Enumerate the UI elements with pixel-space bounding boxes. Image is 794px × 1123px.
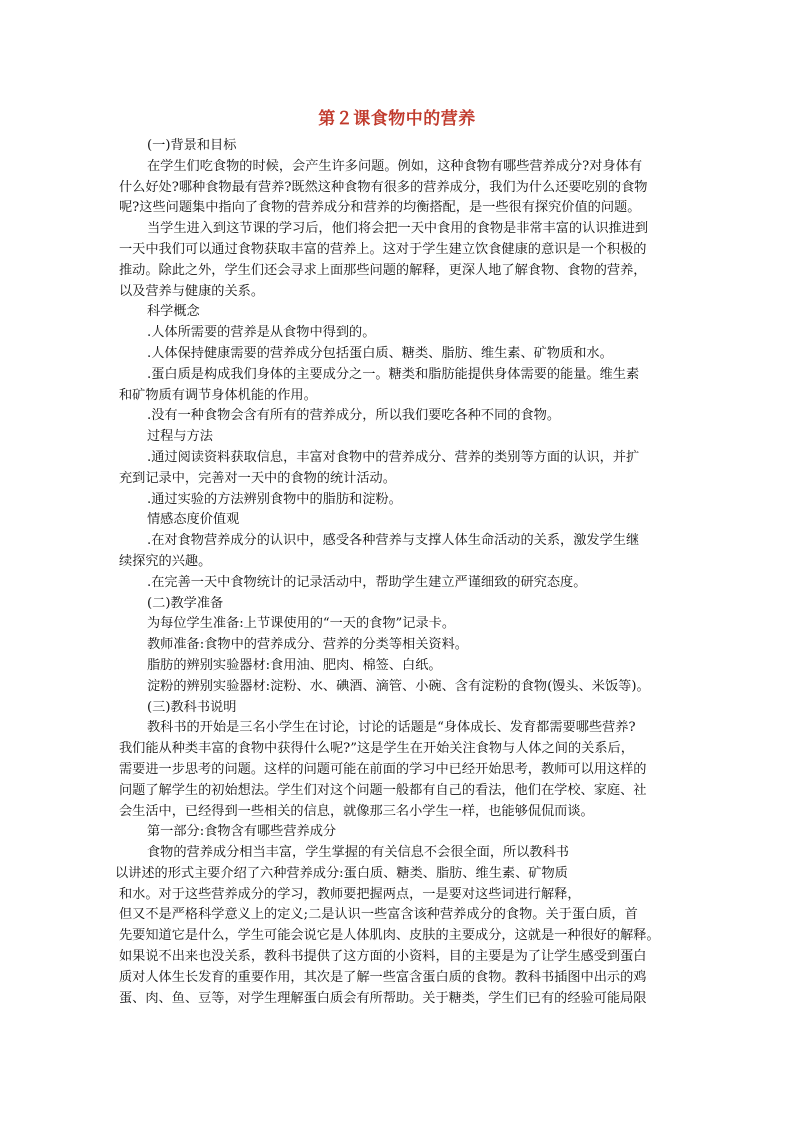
list-item: .通过阅读资料获取信息，丰富对食物中的营养成分、营养的类别等方面的认识，并扩 — [147, 449, 640, 465]
body-text — [115, 136, 679, 1009]
list-item: .没有一种食物会含有所有的营养成分，所以我们要吃各种不同的食物。 — [147, 408, 561, 424]
paragraph-line: 什么好处?哪种食物最有营养?既然这种食物有很多的营养成分，我们为什么还要吃别的食物 — [119, 179, 648, 195]
paragraph-line: 需要进一步思考的问题。这样的问题可能在前面的学习中已经开始思考，教师可以用这样的 — [119, 761, 647, 777]
paragraph-line: 一天中我们可以通过食物获取丰富的营养上。这对于学生建立饮食健康的意识是一个积极的 — [119, 241, 647, 257]
paragraph-line: 脂肪的辨别实验器材:食用油、肥肉、棉签、白纸。 — [147, 657, 442, 673]
section-heading: (一)背景和目标 — [147, 138, 237, 153]
paragraph-line: 但又不是严格科学意义上的定义;二是认识一些富含该种营养成分的食物。关于蛋白质，首 — [119, 907, 638, 923]
paragraph-line: 蛋、肉、鱼、豆等，对学生理解蛋白质会有所帮助。关于糖类，学生们已有的经验可能局限 — [119, 990, 647, 1006]
subsection-heading: 第一部分:食物含有哪些营养成分 — [147, 824, 337, 840]
subsection-heading: 情感态度价值观 — [147, 512, 240, 528]
paragraph-line: 和水。对于这些营养成分的学习，教师要把握两点，一是要对这些词进行解释， — [119, 886, 581, 902]
list-item: .通过实验的方法辨别食物中的脂肪和淀粉。 — [147, 491, 402, 507]
paragraph-line: 问题了解学生的初始想法。学生们对这个问题一般都有自己的看法，他们在学校、家庭、社 — [119, 782, 647, 798]
list-item-continuation: 续探究的兴趣。 — [119, 553, 212, 569]
paragraph-line: 以及营养与健康的关系。 — [119, 283, 265, 299]
section-heading: (三)教科书说明 — [147, 699, 237, 715]
paragraph-line: 呢?这些问题集中指向了食物的营养成分和营养的均衡搭配，是一些很有探究价值的问题。 — [119, 200, 641, 216]
paragraph-line: 以讲述的形式主要介绍了六种营养成分:蛋白质、糖类、脂肪、维生素、矿物质 — [115, 865, 568, 881]
paragraph-line: 淀粉的辨别实验器材:淀粉、水、碘酒、滴管、小碗、含有淀粉的食物(馒头、米饭等)。 — [147, 678, 650, 694]
paragraph-line: 会生活中，已经得到一些相关的信息，就像那三名小学生一样，也能够侃侃而谈。 — [119, 803, 594, 819]
subsection-heading: 过程与方法 — [147, 429, 213, 445]
list-item-continuation: 和矿物质有调节身体机能的作用。 — [119, 387, 317, 403]
list-item: .人体保持健康需要的营养成分包括蛋白质、糖类、脂肪、维生素、矿物质和水。 — [147, 345, 613, 361]
paragraph-line: 当学生进入到这节课的学习后，他们将会把一天中食用的食物是非常丰富的认识推进到 — [147, 221, 649, 237]
list-item-continuation: 充到记录中，完善对一天中的食物的统计活动。 — [119, 470, 396, 486]
subsection-heading: 科学概念 — [147, 304, 200, 320]
paragraph-line: 如果说不出来也没关系，教科书提供了这方面的小资料，目的主要是为了让学生感受到蛋白 — [119, 949, 647, 965]
paragraph-line: 食物的营养成分相当丰富，学生掌握的有关信息不会很全面，所以教科书 — [147, 845, 569, 861]
list-item: .蛋白质是构成我们身体的主要成分之一。糖类和脂肪能提供身体需要的能量。维生素 — [147, 366, 640, 382]
list-item: .在完善一天中食物统计的记录活动中，帮助学生建立严谨细致的研究态度。 — [147, 574, 587, 590]
paragraph-line: 我们能从种类丰富的食物中获得什么呢?”这是学生在开始关注食物与人体之间的关系后， — [119, 741, 634, 757]
paragraph-line: 先要知道它是什么，学生可能会说它是人体肌肉、皮肤的主要成分，这就是一种很好的解释。 — [119, 928, 660, 944]
paragraph-line: 质对人体生长发育的重要作用，其次是了解一些富含蛋白质的食物。教科书插图中出示的鸡 — [119, 969, 647, 985]
paragraph-line: 教科书的开始是三名小学生在讨论，讨论的话题是“身体成长、发育都需要哪些营养? — [147, 720, 636, 736]
page-title: 第２课食物中的营养 — [318, 109, 476, 129]
paragraph-line: 为每位学生准备:上节课使用的“一天的食物”记录卡。 — [147, 616, 456, 632]
section-heading: (二)教学准备 — [147, 595, 224, 611]
list-item: .人体所需要的营养是从食物中得到的。 — [147, 325, 376, 341]
paragraph-line: 推动。除此之外，学生们还会寻求上面那些问题的解释，更深人地了解食物、食物的营养， — [119, 262, 647, 278]
paragraph-line: 教师准备:食物中的营养成分、营养的分类等相关资料。 — [147, 637, 468, 653]
list-item: .在对食物营养成分的认识中，感受各种营养与支撑人体生命活动的关系，激发学生继 — [147, 533, 640, 549]
paragraph-line: 在学生们吃食物的时候，会产生许多问题。例如，这种食物有哪些营养成分?对身体有 — [147, 158, 643, 174]
